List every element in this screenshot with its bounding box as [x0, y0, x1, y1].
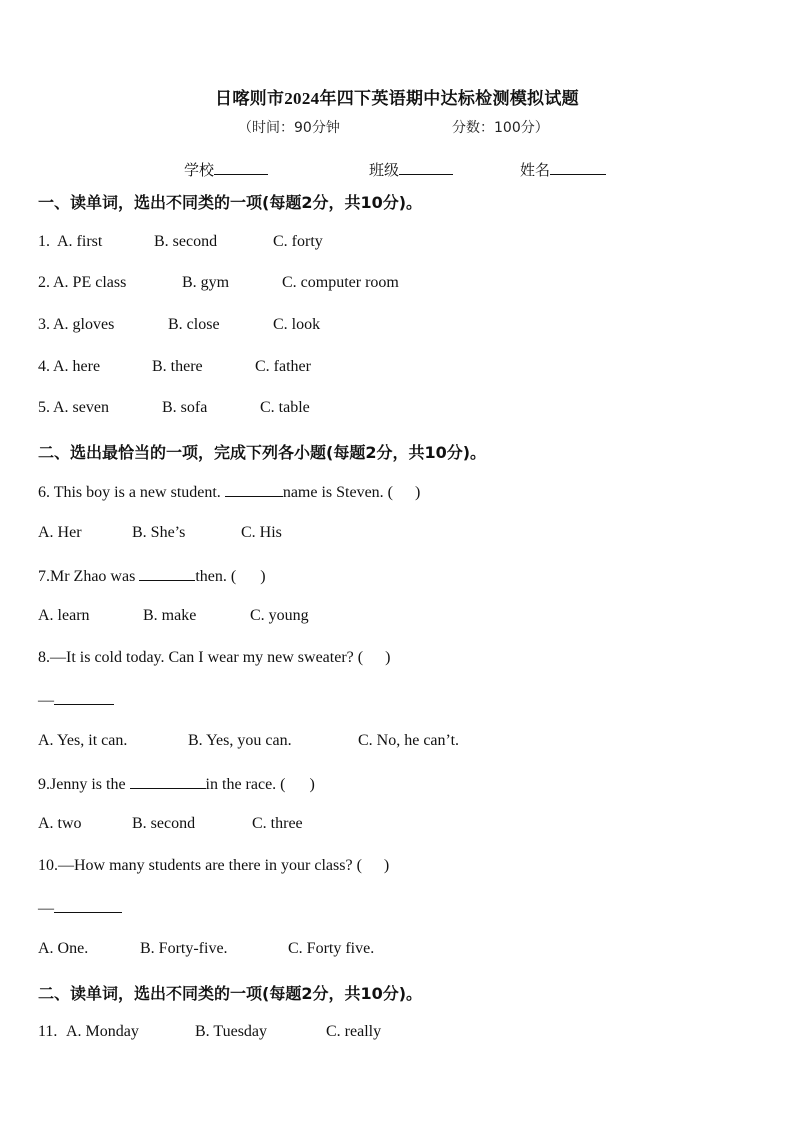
question-number: 4. — [38, 358, 50, 375]
stem-text: ) — [383, 857, 390, 874]
option-a[interactable]: A. gloves — [53, 316, 115, 333]
question-5 — [38, 399, 758, 419]
name-blank[interactable] — [550, 160, 606, 175]
option-a[interactable]: A. PE class — [53, 274, 127, 291]
option-a[interactable]: A. here — [53, 358, 101, 375]
option-a[interactable]: A. seven — [53, 399, 109, 416]
question-4 — [38, 358, 758, 378]
stem-text: 7.Mr Zhao was — [38, 568, 136, 585]
stem-text: 10.—How many students are there in your class? ( — [38, 857, 362, 874]
option-a[interactable]: A. two — [38, 815, 82, 832]
option-a[interactable]: A. first — [57, 233, 103, 250]
option-b[interactable]: B. Tuesday — [195, 1023, 268, 1040]
question-1 — [38, 233, 758, 253]
question-9-stem — [38, 774, 315, 794]
class-label: 班级 — [369, 163, 400, 179]
question-2 — [38, 274, 758, 294]
option-a[interactable]: A. One. — [38, 940, 89, 957]
option-b[interactable]: B. sofa — [162, 399, 208, 416]
question-8-reply — [38, 690, 114, 710]
question-7-stem — [38, 566, 266, 586]
question-number: 2. — [38, 274, 50, 291]
reply-dash: — — [38, 900, 54, 917]
question-10-stem — [38, 857, 389, 875]
question-number: 11. — [38, 1023, 58, 1040]
section-2-heading: 二、选出最恰当的一项，完成下列各小题(每题2分，共10分)。 — [38, 443, 487, 462]
option-c[interactable]: C. three — [252, 815, 303, 832]
option-b[interactable]: B. gym — [182, 274, 230, 291]
school-label: 学校 — [184, 163, 215, 179]
option-a[interactable]: A. Yes, it can. — [38, 732, 128, 749]
question-10-options — [38, 940, 758, 960]
section-3-heading: 二、读单词，选出不同类的一项(每题2分，共10分)。 — [38, 984, 423, 1003]
question-8-stem — [38, 649, 390, 667]
option-a[interactable]: A. learn — [38, 607, 90, 624]
section-1-heading: 一、读单词，选出不同类的一项(每题2分，共10分)。 — [38, 193, 423, 212]
option-c[interactable]: C. look — [273, 316, 321, 333]
question-11 — [38, 1023, 758, 1043]
stem-text: 6. This boy is a new student. — [38, 484, 221, 501]
option-b[interactable]: B. Yes, you can. — [188, 732, 292, 749]
option-c[interactable]: C. young — [250, 607, 309, 624]
question-7-options — [38, 607, 758, 627]
question-6-stem — [38, 482, 420, 502]
question-9-options — [38, 815, 758, 835]
name-field[interactable] — [520, 159, 606, 180]
option-b[interactable]: B. second — [132, 815, 196, 832]
time-limit: （时间：90分钟 — [238, 120, 340, 136]
question-number: 3. — [38, 316, 50, 333]
question-3 — [38, 316, 758, 336]
answer-blank[interactable] — [130, 774, 206, 789]
option-b[interactable]: B. second — [154, 233, 218, 250]
option-a[interactable]: A. Monday — [66, 1023, 139, 1040]
option-b[interactable]: B. make — [143, 607, 197, 624]
stem-text: ) — [309, 776, 315, 793]
school-field[interactable] — [184, 159, 268, 180]
option-c[interactable]: C. forty — [273, 233, 323, 250]
option-c[interactable]: C. computer room — [282, 274, 399, 291]
stem-text: ) — [260, 568, 266, 585]
option-c[interactable]: C. No, he can’t. — [358, 732, 460, 749]
answer-blank[interactable] — [54, 898, 122, 913]
question-10-reply — [38, 898, 122, 918]
question-number: 1. — [38, 233, 50, 250]
stem-text: name is Steven. ( — [282, 484, 394, 501]
option-b[interactable]: B. there — [152, 358, 203, 375]
school-blank[interactable] — [214, 160, 268, 175]
stem-text: 8.—It is cold today. Can I wear my new sweater? ( — [38, 649, 364, 666]
option-c[interactable]: C. His — [241, 524, 282, 541]
class-field[interactable] — [369, 159, 453, 180]
option-b[interactable]: B. She’s — [132, 524, 186, 541]
stem-text: then. ( — [195, 568, 237, 585]
total-score: 分数：100分） — [452, 120, 549, 136]
option-a[interactable]: A. Her — [38, 524, 82, 541]
answer-blank[interactable] — [139, 566, 195, 581]
answer-blank[interactable] — [54, 690, 114, 705]
option-b[interactable]: B. Forty-five. — [140, 940, 228, 957]
option-c[interactable]: C. Forty five. — [288, 940, 375, 957]
stem-text: ) — [385, 649, 391, 666]
option-c[interactable]: C. father — [255, 358, 311, 375]
option-c[interactable]: C. table — [260, 399, 310, 416]
stem-text: ) — [415, 484, 421, 501]
question-number: 5. — [38, 399, 50, 416]
name-label: 姓名 — [520, 163, 551, 179]
answer-blank[interactable] — [225, 482, 283, 497]
stem-text: in the race. ( — [205, 776, 286, 793]
class-blank[interactable] — [399, 160, 453, 175]
option-c[interactable]: C. really — [326, 1023, 382, 1040]
question-8-options — [38, 732, 758, 752]
stem-text: 9.Jenny is the — [38, 776, 126, 793]
option-b[interactable]: B. close — [168, 316, 220, 333]
reply-dash: — — [38, 692, 54, 709]
question-6-options — [38, 524, 758, 544]
page-title: 日喀则市2024年四下英语期中达标检测模拟试题 — [215, 89, 579, 108]
